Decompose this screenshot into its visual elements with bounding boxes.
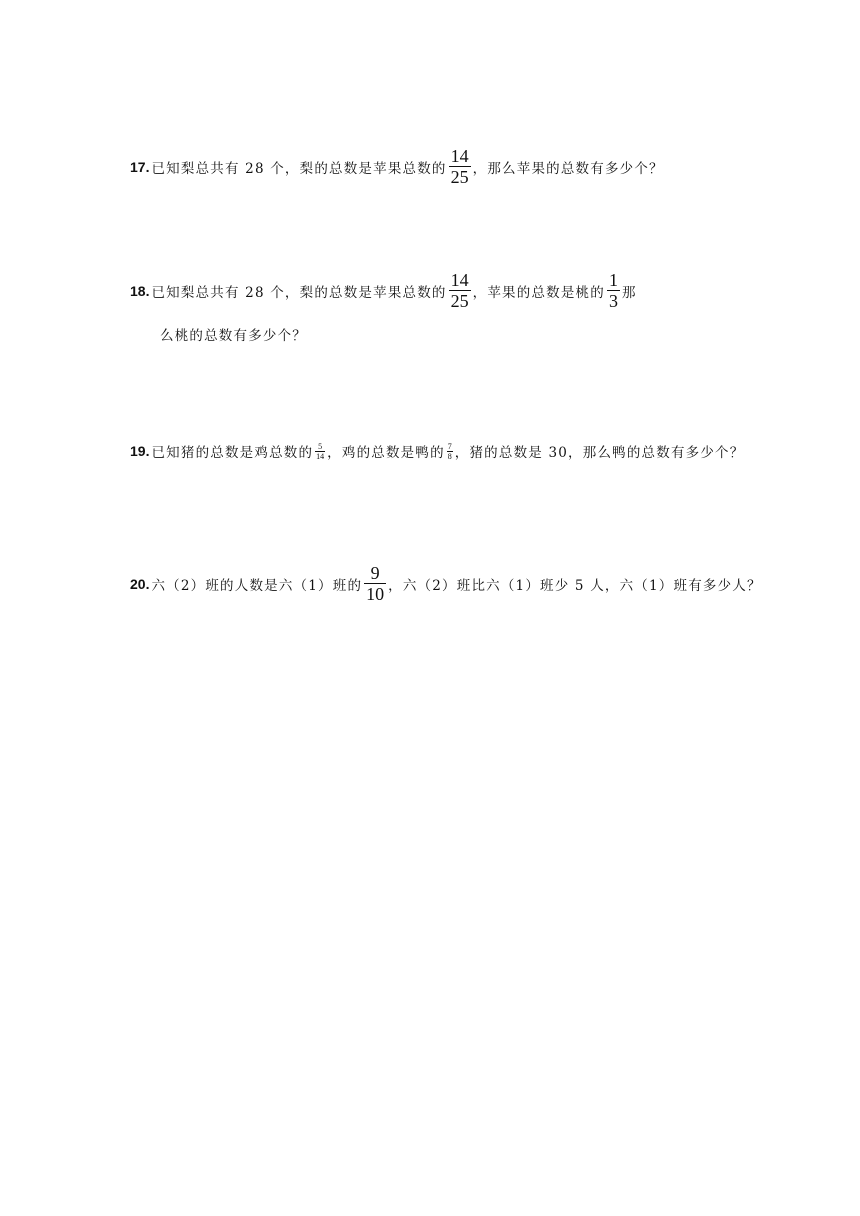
fraction-denominator: 8 (447, 451, 452, 461)
fraction-denominator: 10 (366, 584, 385, 604)
fraction (315, 442, 325, 461)
fraction-numerator: 1 (608, 270, 618, 290)
question-number: 20. (130, 575, 150, 592)
fraction-numerator: 14 (450, 270, 469, 290)
fraction-denominator: 25 (450, 291, 469, 311)
question-text: ，六（2）班比六（1）班少 5 人，六（1）班有多少人？ (388, 577, 762, 594)
question-number: 18. (130, 282, 150, 299)
question-text: 那 (621, 284, 637, 301)
question-number: 19. (130, 443, 150, 459)
question-text: ，那么苹果的总数有多少个？ (472, 160, 664, 177)
question-text: ，鸡的总数是鸭的 (327, 445, 445, 461)
question-18-continuation: 么桃的总数有多少个？ (160, 328, 307, 344)
fraction (447, 442, 453, 461)
fraction (364, 563, 386, 604)
question-text: ，猪的总数是 30，那么鸭的总数有多少个？ (454, 445, 745, 461)
question-text: ，苹果的总数是桃的 (472, 284, 605, 301)
fraction-numerator: 5 (318, 441, 323, 451)
fraction (449, 146, 471, 187)
fraction-denominator: 14 (316, 451, 325, 461)
question-18 (130, 270, 637, 311)
fraction (607, 270, 620, 311)
fraction-denominator: 3 (608, 291, 618, 311)
question-17 (130, 146, 664, 187)
question-text: 已知猪的总数是鸡总数的 (151, 445, 314, 461)
fraction-numerator: 9 (370, 563, 380, 583)
question-20 (130, 563, 762, 604)
fraction (449, 270, 471, 311)
question-text: 六（2）班的人数是六（1）班的 (151, 577, 363, 594)
fraction-denominator: 25 (450, 167, 469, 187)
fraction-numerator: 7 (447, 441, 452, 451)
question-text: 已知梨总共有 28 个，梨的总数是苹果总数的 (151, 160, 447, 177)
fraction-numerator: 14 (450, 146, 469, 166)
question-19 (130, 441, 744, 461)
question-number: 17. (130, 158, 150, 175)
question-text: 已知梨总共有 28 个，梨的总数是苹果总数的 (151, 284, 447, 301)
